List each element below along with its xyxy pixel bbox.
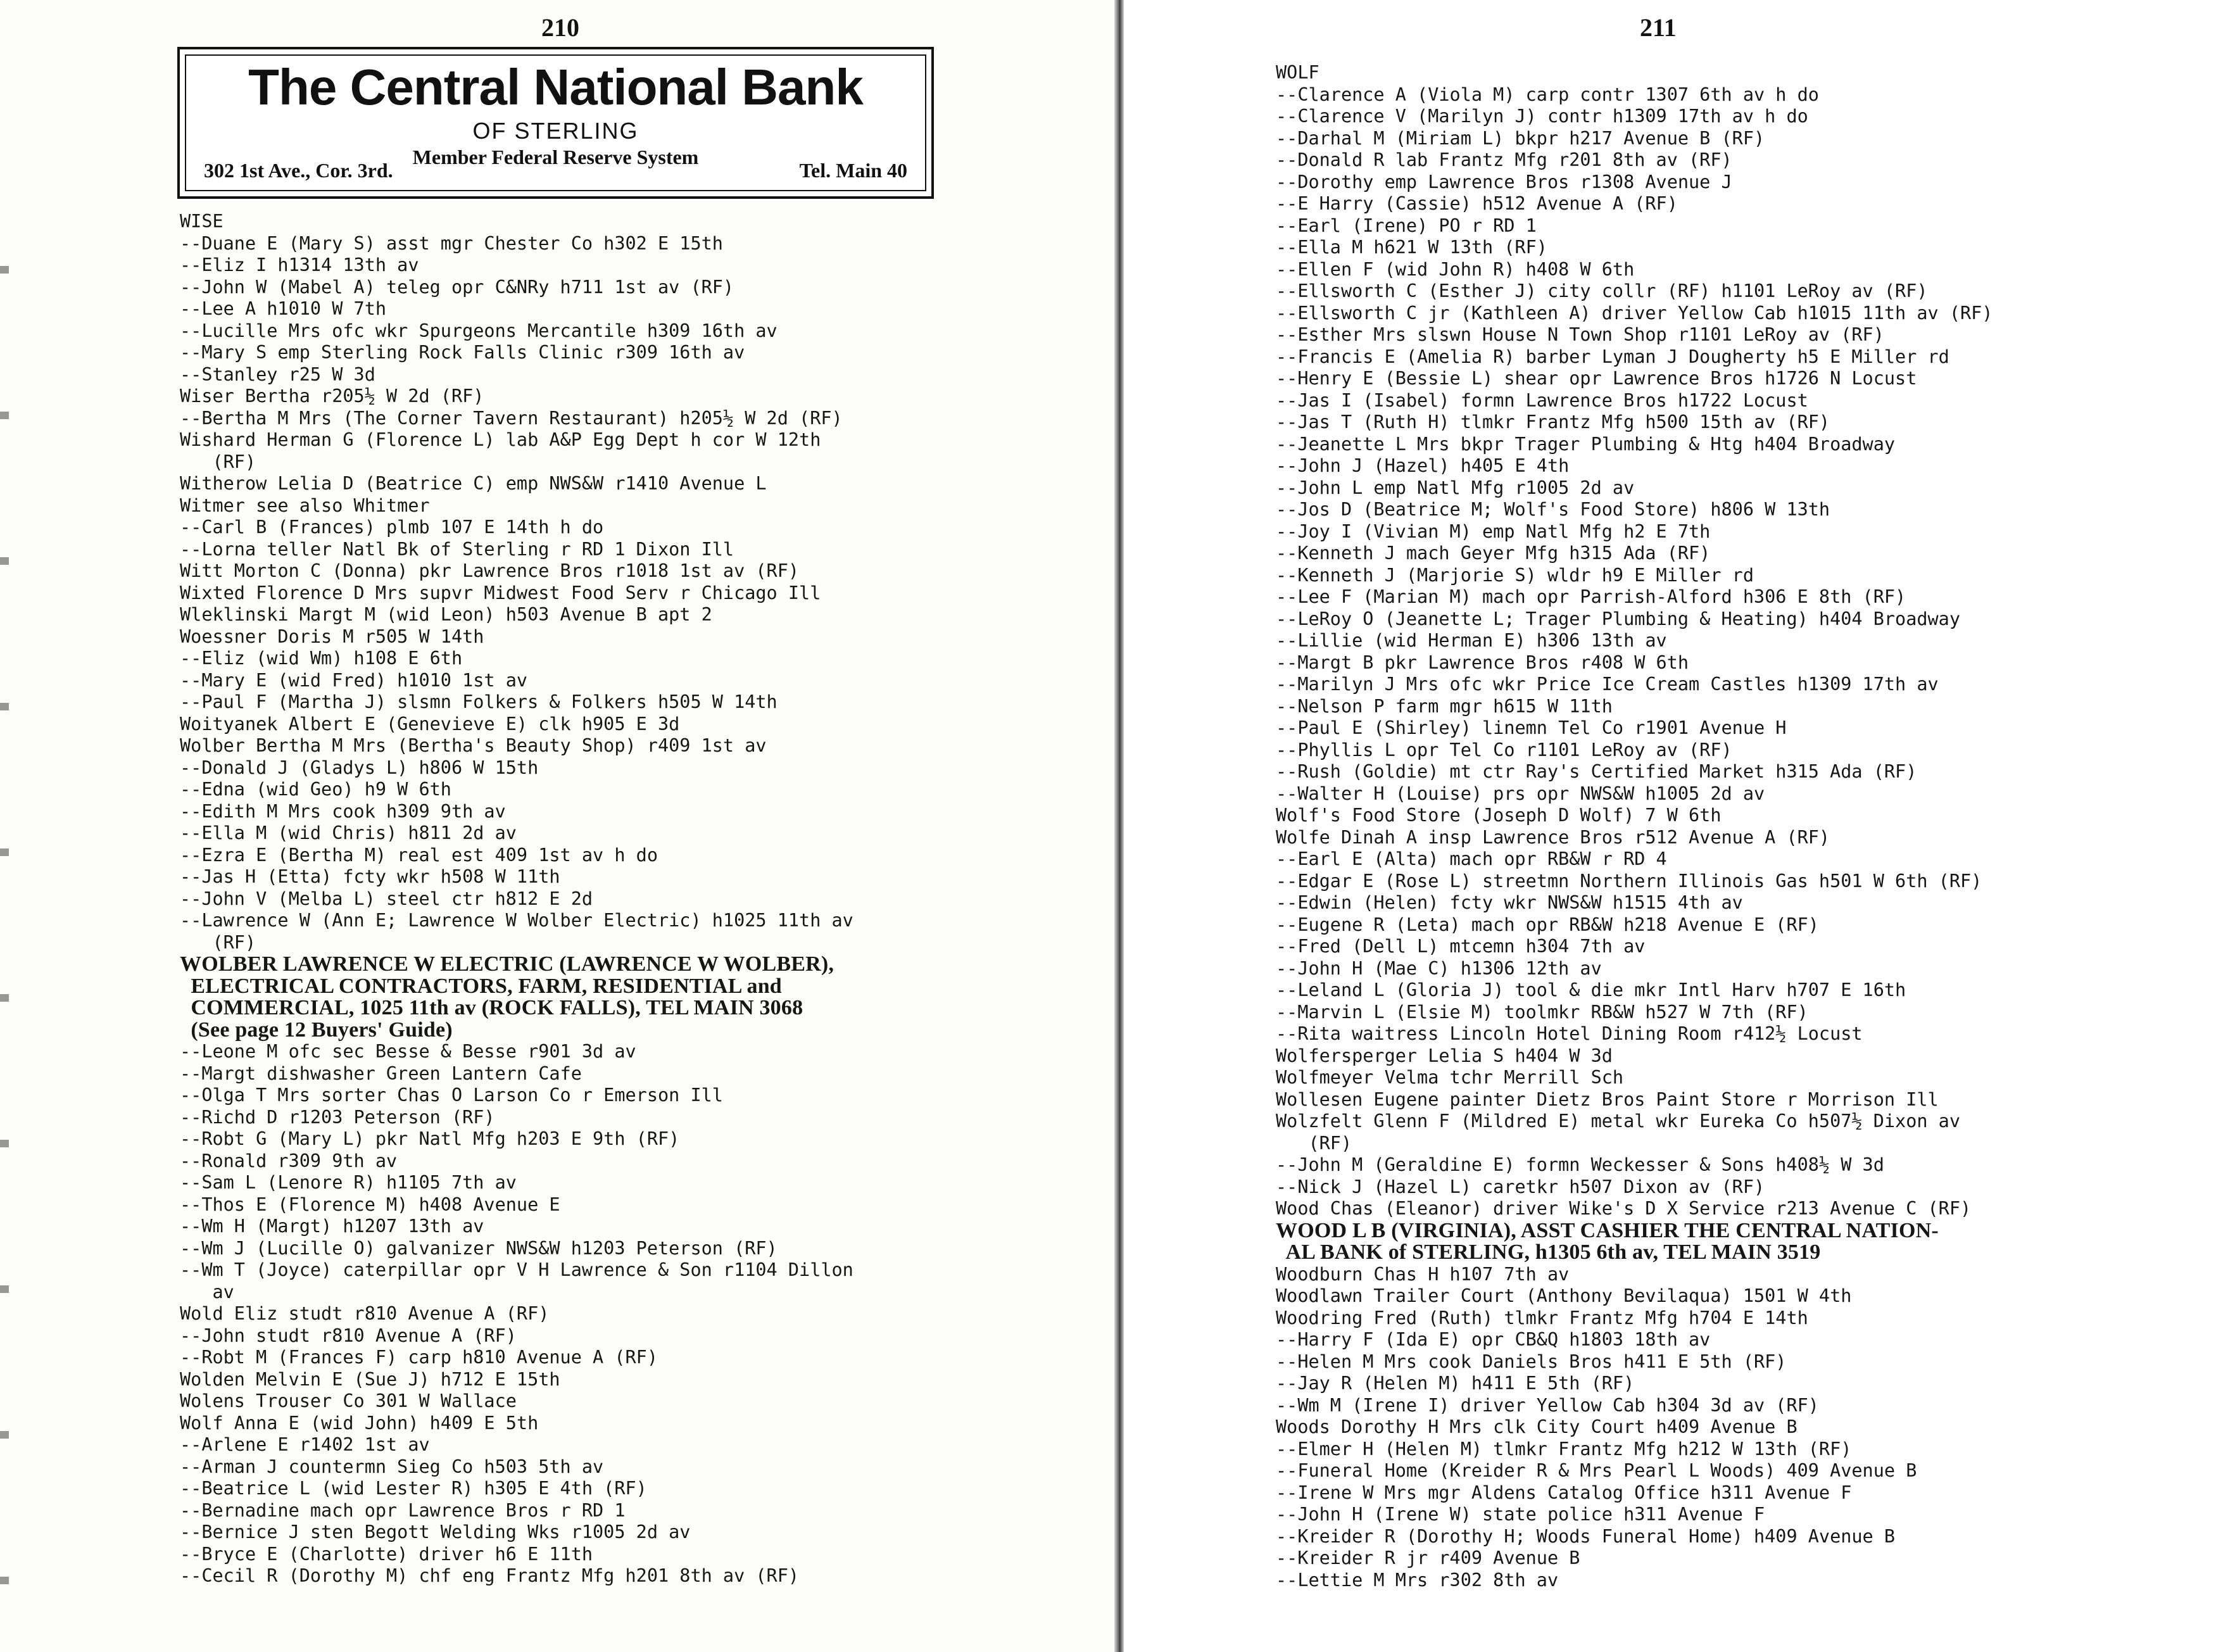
directory-entry: (RF)	[180, 931, 256, 953]
directory-entry: --Lee A h1010 W 7th	[180, 298, 387, 319]
directory-entry: --Henry E (Bessie L) shear opr Lawrence Bros h1726 N Locust	[1276, 368, 1917, 389]
directory-entry: --Robt M (Frances F) carp h810 Avenue A (RF)	[180, 1347, 658, 1368]
directory-entry: av	[180, 1281, 234, 1302]
directory-entry: Witt Morton C (Donna) pkr Lawrence Bros r1018 1st av (RF)	[180, 560, 800, 581]
directory-entry: Wolzfelt Glenn F (Mildred E) metal wkr Eureka Co h507½ Dixon av	[1276, 1111, 1960, 1132]
directory-entry: --Sam L (Lenore R) h1105 7th av	[180, 1172, 517, 1193]
directory-entry: --Bernice J sten Begott Welding Wks r1005 2d av	[180, 1522, 691, 1542]
directory-entry: --John L emp Natl Mfg r1005 2d av	[1276, 477, 1635, 498]
directory-entry: --Kreider R (Dorothy H; Woods Funeral Home) h409 Avenue B	[1276, 1525, 1896, 1547]
ad-location: OF STERLING	[472, 118, 639, 144]
display-listing-line: WOLBER LAWRENCE W ELECTRIC (LAWRENCE W WOLBER),	[180, 952, 834, 976]
directory-entry: Wolfersperger Lelia S h404 W 3d	[1276, 1045, 1613, 1066]
directory-entry: Witherow Lelia D (Beatrice C) emp NWS&W r1410 Avenue L	[180, 473, 767, 494]
directory-entry: --Wm H (Margt) h1207 13th av	[180, 1216, 484, 1237]
display-listing-line: COMMERCIAL, 1025 11th av (ROCK FALLS), TEL MAIN 3068	[180, 996, 803, 1019]
directory-entry: --Edna (wid Geo) h9 W 6th	[180, 779, 451, 800]
directory-entry: --Kenneth J mach Geyer Mfg h315 Ada (RF)	[1276, 543, 1711, 564]
directory-entry: --Robt G (Mary L) pkr Natl Mfg h203 E 9th (RF)	[180, 1128, 680, 1149]
directory-entry: --Duane E (Mary S) asst mgr Chester Co h302 E 15th	[180, 232, 723, 254]
directory-entry: --Ellsworth C (Esther J) city collr (RF) h1101 LeRoy av (RF)	[1276, 281, 1928, 301]
directory-entry: --John studt r810 Avenue A (RF)	[180, 1325, 517, 1346]
directory-entry: --Irene W Mrs mgr Aldens Catalog Office h311 Avenue F	[1276, 1482, 1852, 1503]
directory-entry: --Arman J countermn Sieg Co h503 5th av	[180, 1456, 604, 1477]
directory-entry: --Mary E (wid Fred) h1010 1st av	[180, 669, 528, 691]
right-page-number: 211	[1640, 13, 1677, 42]
book-gutter	[1114, 0, 1124, 1652]
directory-entry: --Lillie (wid Herman E) h306 13th av	[1276, 630, 1667, 651]
directory-entry: --Cecil R (Dorothy M) chf eng Frantz Mfg h201 8th av (RF)	[180, 1565, 800, 1586]
directory-entry: --Nelson P farm mgr h615 W 11th	[1276, 695, 1613, 717]
directory-entry: --Donald R lab Frantz Mfg r201 8th av (RF)	[1276, 149, 1732, 170]
directory-entry: --Edwin (Helen) fcty wkr NWS&W h1515 4th av	[1276, 892, 1743, 913]
ad-telephone: Tel. Main 40	[799, 159, 907, 182]
directory-entry: --Rita waitress Lincoln Hotel Dining Room r412½ Locust	[1276, 1023, 1863, 1044]
directory-entry: --Paul E (Shirley) linemn Tel Co r1901 Avenue H	[1276, 717, 1787, 738]
directory-entry: --Edgar E (Rose L) streetmn Northern Illinois Gas h501 W 6th (RF)	[1276, 870, 1982, 892]
directory-entry: --Fred (Dell L) mtcemn h304 7th av	[1276, 936, 1646, 957]
directory-entry: Wixted Florence D Mrs supvr Midwest Food Serv r Chicago Ill	[180, 582, 821, 603]
directory-entry: --Nick J (Hazel L) caretkr h507 Dixon av (RF)	[1276, 1176, 1765, 1197]
right-directory-listing	[1276, 62, 2219, 1591]
directory-entry: --Thos E (Florence M) h408 Avenue E	[180, 1194, 560, 1215]
directory-entry: --Donald J (Gladys L) h806 W 15th	[180, 757, 539, 778]
directory-entry: --Ella M (wid Chris) h811 2d av	[180, 823, 517, 843]
directory-entry: --Olga T Mrs sorter Chas O Larson Co r Emerson Ill	[180, 1085, 723, 1106]
directory-entry: --Dorothy emp Lawrence Bros r1308 Avenue J	[1276, 171, 1732, 192]
directory-entry: --John J (Hazel) h405 E 4th	[1276, 455, 1570, 476]
directory-entry: --Kenneth J (Marjorie S) wldr h9 E Miller rd	[1276, 564, 1754, 586]
directory-entry: --Bryce E (Charlotte) driver h6 E 11th	[180, 1543, 593, 1565]
directory-entry: Wishard Herman G (Florence L) lab A&P Egg Dept h cor W 12th	[180, 429, 821, 450]
directory-entry: --Earl (Irene) PO r RD 1	[1276, 215, 1537, 236]
directory-entry: --Margt dishwasher Green Lantern Cafe	[180, 1062, 582, 1084]
directory-entry: Wolf Anna E (wid John) h409 E 5th	[180, 1412, 539, 1434]
ad-member-line: Member Federal Reserve System	[412, 146, 699, 168]
right-page	[1124, 0, 2235, 1652]
directory-entry: --Lettie M Mrs r302 8th av	[1276, 1569, 1559, 1591]
directory-entry: --Edith M Mrs cook h309 9th av	[180, 800, 506, 822]
directory-entry: --Wm T (Joyce) caterpillar opr V H Lawrence & Son r1104 Dillon	[180, 1259, 853, 1280]
directory-entry: --E Harry (Cassie) h512 Avenue A (RF)	[1276, 193, 1678, 214]
directory-entry: --Stanley r25 W 3d	[180, 363, 375, 385]
directory-entry: --Harry F (Ida E) opr CB&Q h1803 18th av	[1276, 1329, 1711, 1350]
directory-entry: --Walter H (Louise) prs opr NWS&W h1005 2d av	[1276, 783, 1765, 804]
directory-entry: --Joy I (Vivian M) emp Natl Mfg h2 E 7th	[1276, 520, 1711, 542]
directory-entry: Wolfmeyer Velma tchr Merrill Sch	[1276, 1067, 1624, 1088]
directory-entry: --Darhal M (Miriam L) bkpr h217 Avenue B (RF)	[1276, 127, 1765, 149]
directory-entry: --John H (Irene W) state police h311 Avenue F	[1276, 1504, 1765, 1525]
directory-entry: --Jas I (Isabel) formn Lawrence Bros h1722 Locust	[1276, 389, 1808, 411]
directory-entry: --Richd D r1203 Peterson (RF)	[180, 1106, 495, 1128]
display-listing-line: ELECTRICAL CONTRACTORS, FARM, RESIDENTIAL and	[180, 974, 782, 998]
display-listing-line: AL BANK of STERLING, h1305 6th av, TEL MAIN 3519	[1276, 1240, 1821, 1264]
directory-entry: --Bernadine mach opr Lawrence Bros r RD 1	[180, 1499, 626, 1521]
directory-entry: Wolens Trouser Co 301 W Wallace	[180, 1390, 517, 1411]
directory-entry: --Lorna teller Natl Bk of Sterling r RD 1 Dixon Ill	[180, 538, 734, 560]
directory-entry: --Rush (Goldie) mt ctr Ray's Certified Market h315 Ada (RF)	[1276, 761, 1917, 782]
directory-entry: Woodlawn Trailer Court (Anthony Bevilaqua) 1501 W 4th	[1276, 1285, 1852, 1306]
directory-entry: --Ella M h621 W 13th (RF)	[1276, 237, 1547, 258]
directory-entry: Wolf's Food Store (Joseph D Wolf) 7 W 6th	[1276, 805, 1722, 826]
directory-entry: Wolfe Dinah A insp Lawrence Bros r512 Avenue A (RF)	[1276, 826, 1830, 848]
directory-entry: --LeRoy O (Jeanette L; Trager Plumbing & Heating) h404 Broadway	[1276, 608, 1960, 629]
directory-entry: --Lee F (Marian M) mach opr Parrish-Alford h306 E 8th (RF)	[1276, 586, 1906, 607]
directory-entry: --Clarence A (Viola M) carp contr 1307 6th av h do	[1276, 84, 1819, 105]
directory-entry: --Wm M (Irene I) driver Yellow Cab h304 3d av (RF)	[1276, 1394, 1819, 1416]
directory-entry: --Francis E (Amelia R) barber Lyman J Dougherty h5 E Miller rd	[1276, 346, 1949, 367]
directory-entry: --Ellen F (wid John R) h408 W 6th	[1276, 258, 1635, 280]
directory-entry: (RF)	[180, 451, 256, 472]
left-page	[0, 0, 1114, 1652]
left-directory-listing	[180, 211, 1092, 1587]
directory-entry: --Marilyn J Mrs ofc wkr Price Ice Cream Castles h1309 17th av	[1276, 674, 1939, 695]
directory-entry: --Paul F (Martha J) slsmn Folkers & Folkers h505 W 14th	[180, 691, 778, 712]
directory-entry: --Jas T (Ruth H) tlmkr Frantz Mfg h500 15th av (RF)	[1276, 412, 1830, 432]
directory-entry: Woodring Fred (Ruth) tlmkr Frantz Mfg h704 E 14th	[1276, 1307, 1808, 1328]
directory-entry: Wold Eliz studt r810 Avenue A (RF)	[180, 1303, 550, 1324]
directory-entry: --Eliz I h1314 13th av	[180, 255, 419, 275]
directory-entry: --Lawrence W (Ann E; Lawrence W Wolber Electric) h1025 11th av	[180, 910, 853, 931]
directory-entry: --John W (Mabel A) teleg opr C&NRy h711 1st av (RF)	[180, 276, 734, 298]
directory-entry: --Helen M Mrs cook Daniels Bros h411 E 5th (RF)	[1276, 1351, 1787, 1372]
directory-entry: --Marvin L (Elsie M) toolmkr RB&W h527 W 7th (RF)	[1276, 1001, 1808, 1023]
bank-advertisement	[177, 47, 934, 199]
directory-entry: --Jeanette L Mrs bkpr Trager Plumbing & Htg h404 Broadway	[1276, 433, 1896, 455]
directory-entry: --Funeral Home (Kreider R & Mrs Pearl L Woods) 409 Avenue B	[1276, 1460, 1917, 1481]
directory-entry: --Eugene R (Leta) mach opr RB&W h218 Avenue E (RF)	[1276, 914, 1819, 935]
directory-entry: --Lucille Mrs ofc wkr Spurgeons Mercantile h309 16th av	[180, 320, 778, 341]
directory-entry: --Elmer H (Helen M) tlmkr Frantz Mfg h212 W 13th (RF)	[1276, 1438, 1852, 1460]
directory-entry: --Bertha M Mrs (The Corner Tavern Restaurant) h205½ W 2d (RF)	[180, 407, 843, 429]
directory-entry: Wolden Melvin E (Sue J) h712 E 15th	[180, 1368, 560, 1390]
directory-entry: --John V (Melba L) steel ctr h812 E 2d	[180, 888, 593, 909]
directory-entry: --Ronald r309 9th av	[180, 1150, 398, 1171]
directory-entry: Woessner Doris M r505 W 14th	[180, 626, 484, 647]
directory-entry: Wolber Bertha M Mrs (Bertha's Beauty Shop) r409 1st av	[180, 735, 767, 756]
directory-entry: WOLF	[1276, 62, 1319, 83]
directory-entry: --Beatrice L (wid Lester R) h305 E 4th (RF)	[180, 1478, 647, 1499]
directory-entry: --Jay R (Helen M) h411 E 5th (RF)	[1276, 1373, 1635, 1394]
directory-entry: --John H (Mae C) h1306 12th av	[1276, 957, 1602, 979]
directory-entry: --Jos D (Beatrice M; Wolf's Food Store) h806 W 13th	[1276, 499, 1830, 520]
directory-entry: --Arlene E r1402 1st av	[180, 1434, 430, 1455]
directory-entry: --John M (Geraldine E) formn Weckesser & Sons h408½ W 3d	[1276, 1154, 1884, 1175]
directory-entry: Wleklinski Margt M (wid Leon) h503 Avenue B apt 2	[180, 604, 712, 625]
directory-entry: --Leland L (Gloria J) tool & die mkr Intl Harv h707 E 16th	[1276, 980, 1906, 1000]
directory-entry: --Phyllis L opr Tel Co r1101 LeRoy av (RF)	[1276, 739, 1732, 760]
directory-entry: --Carl B (Frances) plmb 107 E 14th h do	[180, 517, 604, 538]
directory-entry: --Leone M ofc sec Besse & Besse r901 3d av	[180, 1041, 636, 1062]
display-listing-line: WOOD L B (VIRGINIA), ASST CASHIER THE CENTRAL NATION-	[1276, 1218, 1939, 1242]
directory-entry: --Earl E (Alta) mach opr RB&W r RD 4	[1276, 848, 1667, 869]
directory-entry: WISE	[180, 211, 224, 232]
directory-entry: --Eliz (wid Wm) h108 E 6th	[180, 648, 463, 669]
directory-entry: (RF)	[1276, 1132, 1352, 1154]
directory-entry: Wood Chas (Eleanor) driver Wike's D X Service r213 Avenue C (RF)	[1276, 1198, 1972, 1219]
directory-entry: --Ezra E (Bertha M) real est 409 1st av h do	[180, 844, 658, 866]
directory-entry: --Kreider R jr r409 Avenue B	[1276, 1548, 1580, 1568]
directory-entry: Woityanek Albert E (Genevieve E) clk h905 E 3d	[180, 713, 680, 735]
directory-entry: Woodburn Chas H h107 7th av	[1276, 1263, 1570, 1285]
directory-entry: Witmer see also Whitmer	[180, 495, 430, 516]
directory-entry: --Clarence V (Marilyn J) contr h1309 17th av h do	[1276, 106, 1808, 127]
directory-entry: --Wm J (Lucille O) galvanizer NWS&W h1203 Peterson (RF)	[180, 1237, 778, 1259]
directory-entry: --Ellsworth C jr (Kathleen A) driver Yellow Cab h1015 11th av (RF)	[1276, 302, 1993, 324]
directory-entry: Woods Dorothy H Mrs clk City Court h409 Avenue B	[1276, 1416, 1797, 1437]
directory-entry: Wiser Bertha r205½ W 2d (RF)	[180, 386, 484, 407]
left-page-number: 210	[541, 13, 579, 42]
page-edge-marks	[0, 190, 9, 1646]
directory-entry: --Margt B pkr Lawrence Bros r408 W 6th	[1276, 652, 1689, 673]
display-listing-line: (See page 12 Buyers' Guide)	[180, 1018, 453, 1042]
directory-entry: Wollesen Eugene painter Dietz Bros Paint Store r Morrison Ill	[1276, 1088, 1939, 1110]
ad-bank-name: The Central National Bank	[248, 59, 863, 115]
directory-entry: --Jas H (Etta) fcty wkr h508 W 11th	[180, 866, 560, 887]
directory-entry: --Esther Mrs slswn House N Town Shop r1101 LeRoy av (RF)	[1276, 324, 1884, 345]
ad-address: 302 1st Ave., Cor. 3rd.	[204, 159, 393, 182]
directory-entry: --Mary S emp Sterling Rock Falls Clinic r309 16th av	[180, 342, 745, 363]
